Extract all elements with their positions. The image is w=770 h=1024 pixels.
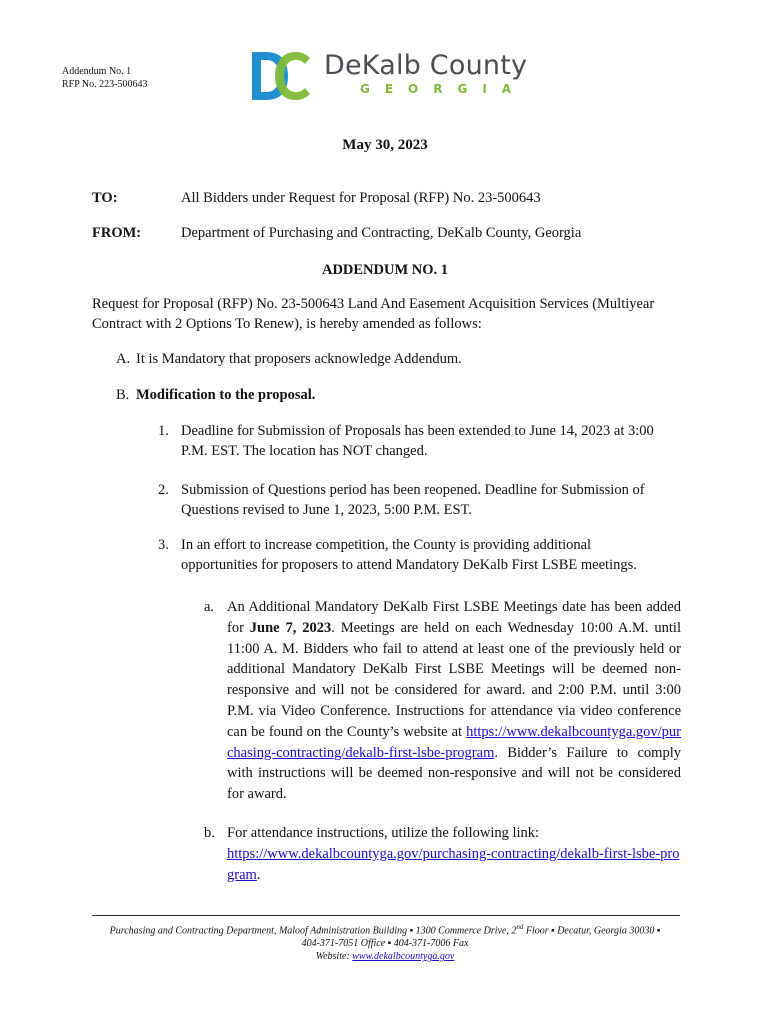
footer-divider <box>92 915 680 916</box>
intro-paragraph: Request for Proposal (RFP) No. 23-500643 Land And Easement Acquisition Services (Multiyear Contract with 2 Options To Renew), is hereby amended as follows: <box>92 296 655 332</box>
sub-a-marker: a. <box>204 599 215 615</box>
sub-a-text: An Additional Mandatory DeKalb First LSBE Meetings date has been added for June 7, 2023. Meetings are held on each Wednesday 10:00 A.M. until 11:00 A. M. Bidders who fail to attend at least one of the previously held or additional Mandatory DeKalb First LSBE Meetings will be deemed non-responsive and will not be considered for award. and 2:00 P.M. until 3:00 P.M. via Video Conference. Instructions for attendance via video conference can be found on the County’s website at https://www.dekalbcountyga.gov/purchasing-contracting/dekalb-first-lsbe-program. Bidder’s Failure to comply with instructions will be deemed non-responsive and will not be considered for award. <box>227 599 681 803</box>
item-a-marker: A. <box>116 351 131 367</box>
item-b-text: Modification to the proposal. <box>136 387 316 403</box>
dekalb-county-logo <box>250 50 530 102</box>
from-label: FROM: <box>92 225 142 241</box>
sub-b-marker: b. <box>204 825 215 841</box>
footer-website: Website: www.dekalbcountyga.gov <box>315 951 455 963</box>
page-footer <box>0 921 770 963</box>
footer-address: Purchasing and Contracting Department, Maloof Administration Building ▪ 1300 Commerce Drive, 2nd Floor ▪ Decatur, Georgia 30030 ▪ <box>109 923 661 937</box>
attendance-instructions-link[interactable]: https://www.dekalbcountyga.gov/purchasing-contracting/dekalb-first-lsbe-program <box>227 846 680 883</box>
numbered-3-text: In an effort to increase competition, the County is providing additional opportunities for proposers to attend Mandatory DeKalb First LSBE meetings. <box>181 537 637 573</box>
logo-state: GEORGIA <box>360 82 527 96</box>
numbered-3-marker: 3. <box>158 537 169 553</box>
addendum-title: ADDENDUM NO. 1 <box>321 262 449 278</box>
item-a-text: It is Mandatory that proposers acknowledge Addendum. <box>136 351 462 367</box>
to-label: TO: <box>92 190 118 206</box>
addendum-number: Addendum No. 1 <box>62 66 132 77</box>
item-b-marker: B. <box>116 387 130 403</box>
dc-monogram-logo-icon <box>250 50 312 102</box>
numbered-2-marker: 2. <box>158 482 169 498</box>
lsbe-program-link[interactable]: https://www.dekalbcountyga.gov/purchasing-contracting/dekalb-first-lsbe-program <box>227 723 681 761</box>
numbered-1-marker: 1. <box>158 423 169 439</box>
letter-date: May 30, 2023 <box>342 137 428 153</box>
meeting-date: June 7, 2023 <box>249 619 332 636</box>
logo-wordmark: DeKalb County <box>324 50 528 81</box>
rfp-number: RFP No. 223-500643 <box>62 79 148 90</box>
numbered-2-text: Submission of Questions period has been reopened. Deadline for Submission of Questions revised to June 1, 2023, 5:00 P.M. EST. <box>181 482 645 518</box>
header-reference <box>62 65 147 91</box>
website-link[interactable]: www.dekalbcountyga.gov <box>352 951 455 963</box>
to-value: All Bidders under Request for Proposal (RFP) No. 23-500643 <box>181 190 541 206</box>
footer-phone: 404-371-7051 Office ▪ 404-371-7006 Fax <box>301 938 469 950</box>
from-value: Department of Purchasing and Contracting, DeKalb County, Georgia <box>181 225 582 241</box>
numbered-1-text: Deadline for Submission of Proposals has been extended to June 14, 2023 at 3:00 P.M. EST. The location has NOT changed. <box>181 423 654 459</box>
sub-b-text: For attendance instructions, utilize the following link: https://www.dekalbcountyga.gov/purchasing-contracting/dekalb-first-lsbe-program. <box>227 825 680 883</box>
